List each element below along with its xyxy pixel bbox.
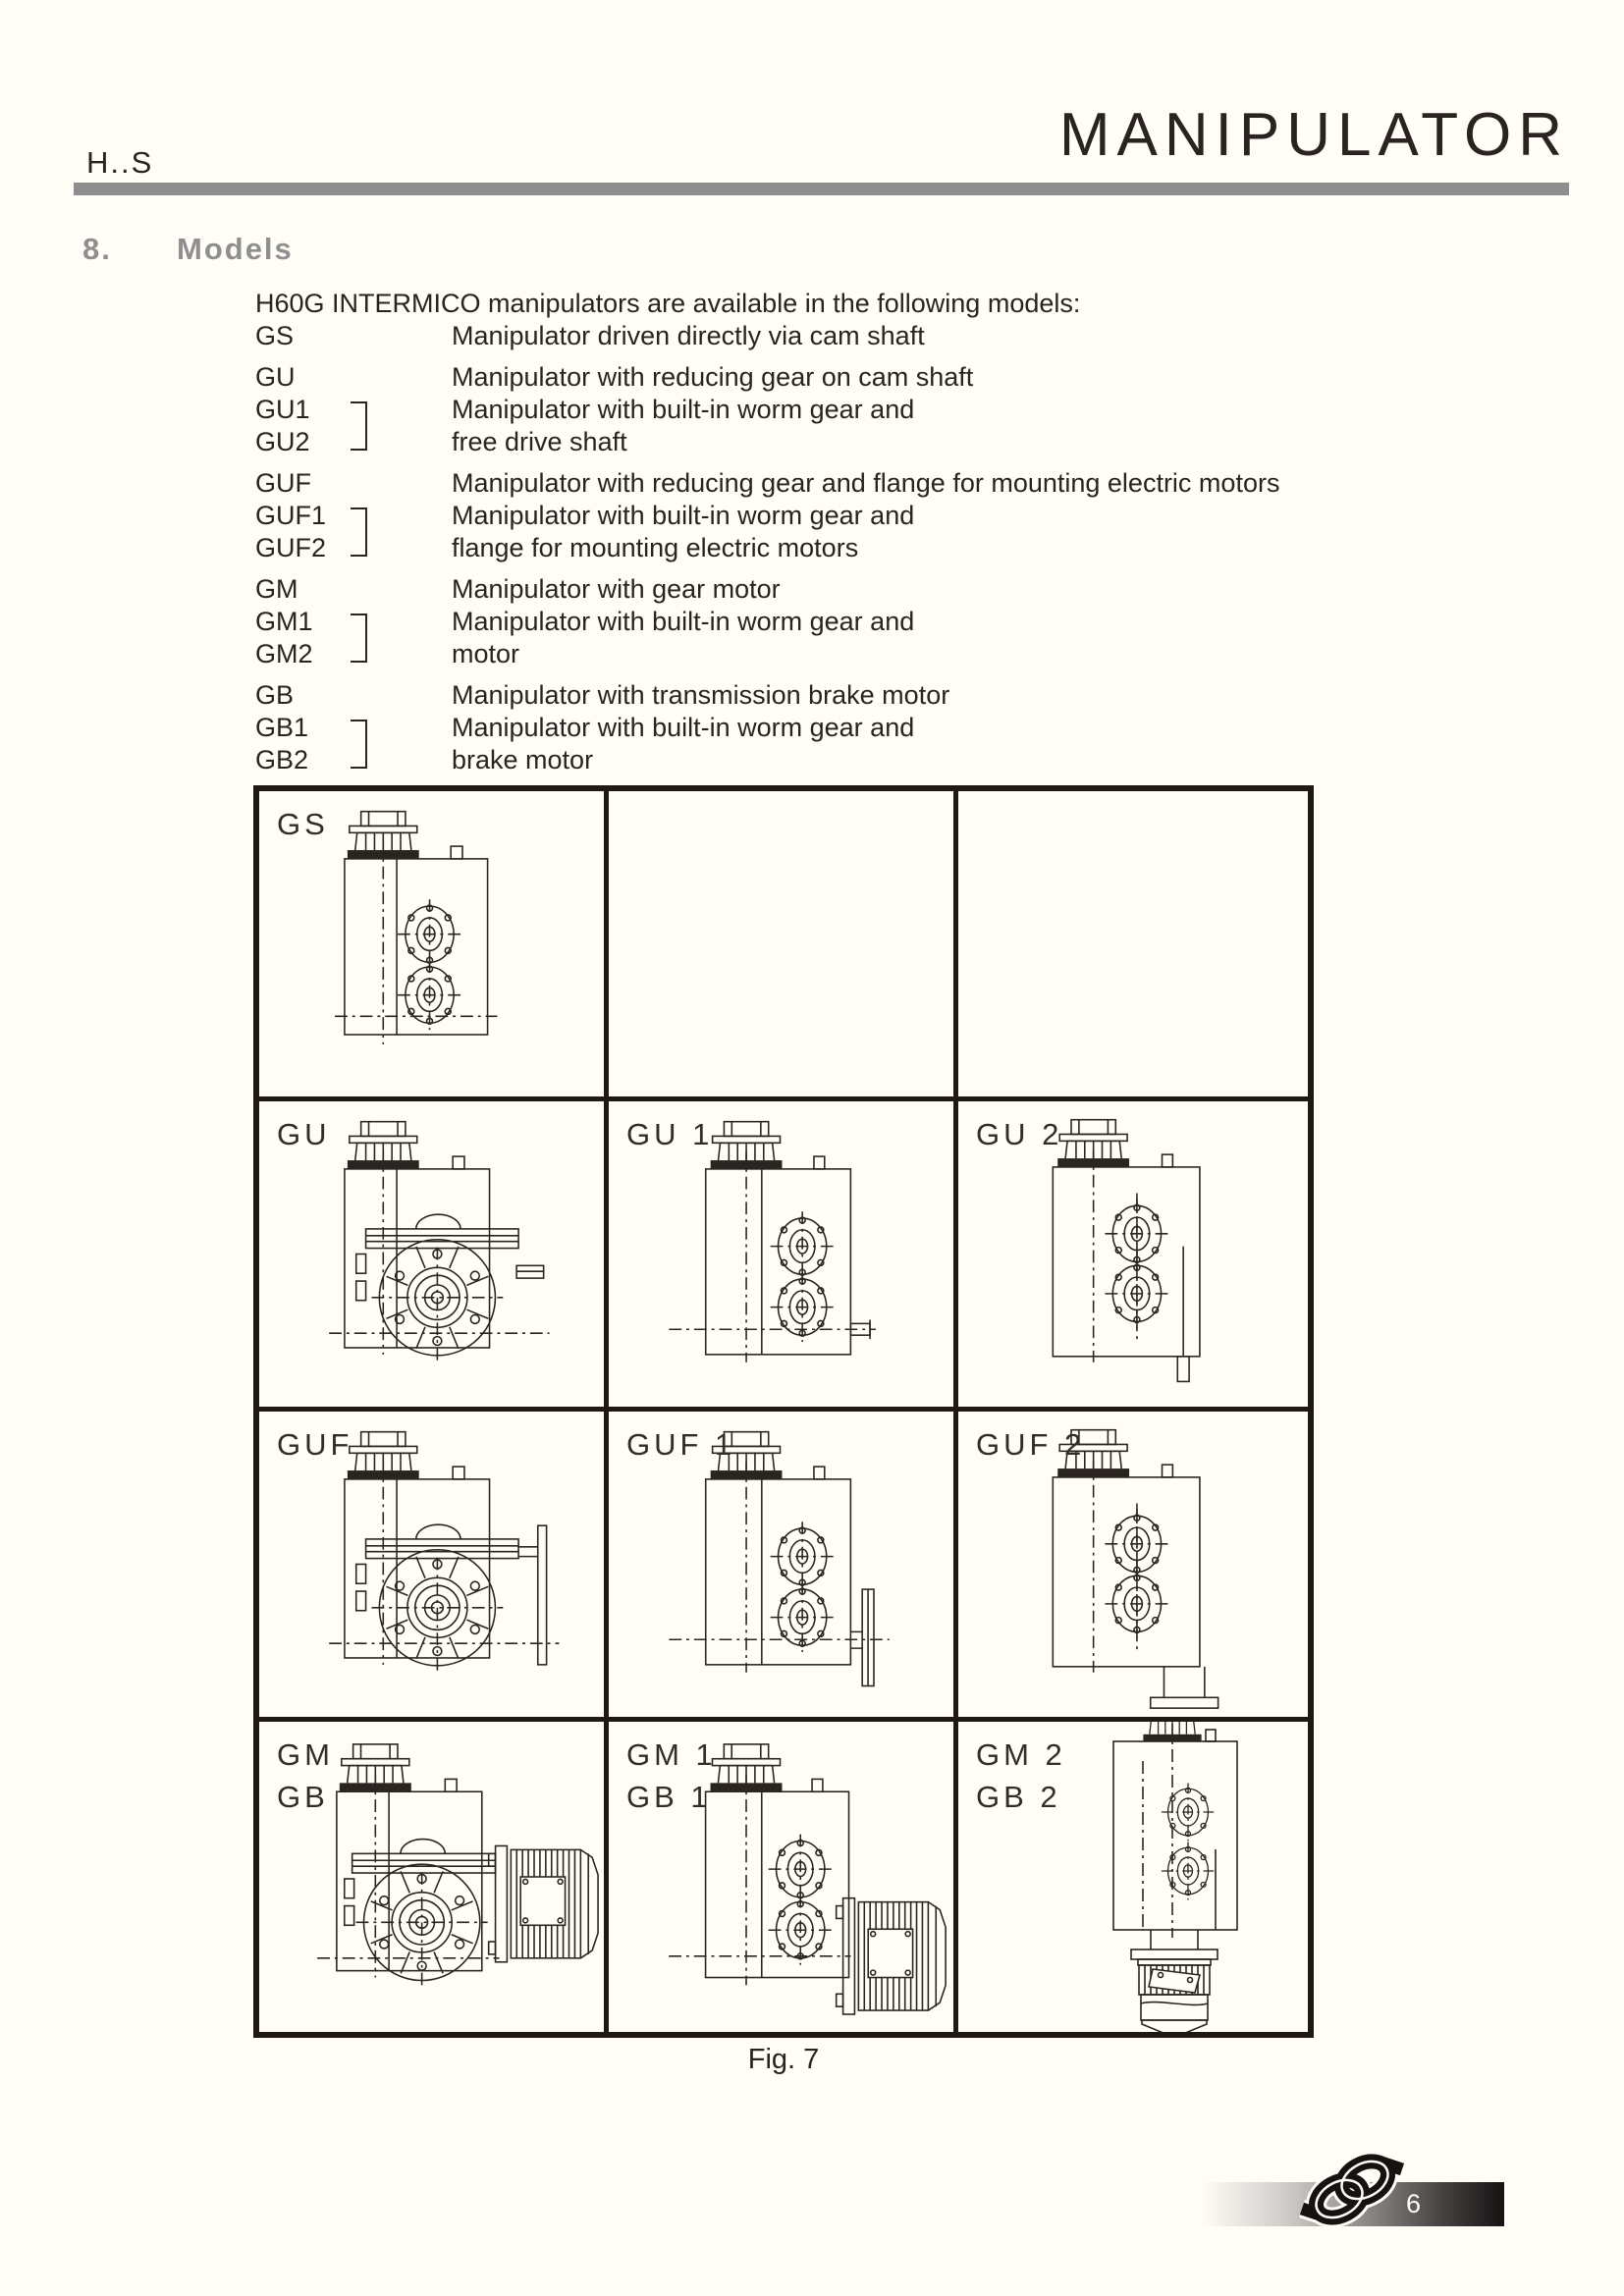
model-code: GS: [255, 321, 295, 350]
group-bracket-top: [351, 720, 367, 746]
model-code: GUF2: [255, 533, 327, 562]
model-row-gm: [255, 573, 1414, 606]
model-code: GM2: [255, 639, 313, 668]
cell-label: GUF 1: [626, 1427, 736, 1462]
model-row-guf1: [255, 500, 1414, 532]
group-bracket-bottom: [351, 638, 367, 663]
figure-caption: Fig. 7: [747, 2044, 820, 2075]
model-row-gb: [255, 679, 1414, 712]
fig-cell-guf2: [958, 1412, 1308, 1722]
model-code: GB1: [255, 713, 309, 742]
cell-label: GB 2: [976, 1780, 1061, 1814]
cell-label: GU 1: [626, 1117, 714, 1151]
model-desc: Manipulator with built-in worm gear and: [452, 501, 915, 530]
cell-label: GU: [277, 1117, 331, 1151]
section-heading: [82, 232, 294, 267]
model-desc: Manipulator driven directly via cam shaft: [452, 321, 925, 350]
model-code: GUF: [255, 468, 311, 498]
header-rule: [74, 183, 1569, 195]
model-code: GB: [255, 680, 295, 710]
model-row-gm1: [255, 606, 1414, 638]
model-row-gb1: [255, 712, 1414, 744]
cell-label: GM 2: [976, 1737, 1066, 1772]
model-row-gu1: [255, 394, 1414, 426]
model-code: GU1: [255, 395, 310, 424]
model-code: GUF1: [255, 501, 327, 530]
fig-cell-gs: [259, 791, 609, 1101]
section-title: Models: [177, 232, 294, 266]
model-desc: Manipulator with transmission brake motor: [452, 680, 950, 710]
header-product-code: H..S: [86, 145, 154, 180]
model-code: GU2: [255, 427, 310, 456]
cell-label: GU 2: [976, 1117, 1063, 1151]
fig-cell-gu2: [958, 1101, 1308, 1412]
model-desc: Manipulator with gear motor: [452, 574, 781, 604]
model-row-gm2: [255, 638, 1414, 670]
fig-cell-empty-1: [609, 791, 958, 1101]
group-bracket-bottom: [351, 744, 367, 769]
brand-logo-icon: [1294, 2148, 1410, 2232]
model-list-intro: H60G INTERMICO manipulators are available in the following models:: [255, 289, 1081, 318]
cell-label: GUF 2: [976, 1427, 1086, 1462]
cell-label: GM: [277, 1737, 334, 1772]
model-row-gu2: [255, 426, 1414, 458]
group-bracket-bottom: [351, 426, 367, 451]
model-desc: brake motor: [452, 745, 594, 774]
fig-cell-gm1-gb1: [609, 1722, 958, 2032]
group-bracket-bottom: [351, 532, 367, 557]
cell-label: GS: [277, 807, 329, 841]
group-bracket-top: [351, 507, 367, 534]
section-number: 8.: [82, 232, 112, 266]
model-code: GU: [255, 362, 296, 392]
model-desc: Manipulator with reducing gear and flange for mounting electric motors: [452, 468, 1280, 498]
model-code: GM: [255, 574, 298, 604]
model-desc: Manipulator with built-in worm gear and: [452, 607, 915, 636]
fig-cell-gm-gb: [259, 1722, 609, 2032]
fig-cell-gu: [259, 1101, 609, 1412]
page-number: 6: [1406, 2189, 1423, 2218]
group-bracket-top: [351, 614, 367, 640]
model-desc: motor: [452, 639, 520, 668]
cell-label: GB: [277, 1780, 329, 1814]
model-row-guf: [255, 467, 1414, 500]
fig-cell-empty-2: [958, 791, 1308, 1101]
model-desc: free drive shaft: [452, 427, 627, 456]
model-desc: Manipulator with built-in worm gear and: [452, 395, 915, 424]
cell-label: GM 1: [626, 1737, 717, 1772]
figure-grid: [253, 785, 1314, 2038]
model-row-guf2: [255, 532, 1414, 564]
model-code: GB2: [255, 745, 309, 774]
cell-label: GB 1: [626, 1780, 712, 1814]
fig-cell-gm2-gb2: [958, 1722, 1308, 2032]
model-desc: Manipulator with built-in worm gear and: [452, 713, 915, 742]
model-list: [255, 288, 1414, 776]
model-row-gu: [255, 361, 1414, 394]
fig-cell-guf1: [609, 1412, 958, 1722]
group-bracket-top: [351, 401, 367, 428]
model-row-gb2: [255, 744, 1414, 776]
model-row-gs: [255, 320, 1414, 352]
model-desc: flange for mounting electric motors: [452, 533, 859, 562]
cell-label: GUF: [277, 1427, 353, 1462]
fig-cell-guf: [259, 1412, 609, 1722]
model-code: GM1: [255, 607, 313, 636]
fig-cell-gu1: [609, 1101, 958, 1412]
page-title: MANIPULATOR: [1058, 101, 1569, 169]
model-desc: Manipulator with reducing gear on cam shaft: [452, 362, 974, 392]
